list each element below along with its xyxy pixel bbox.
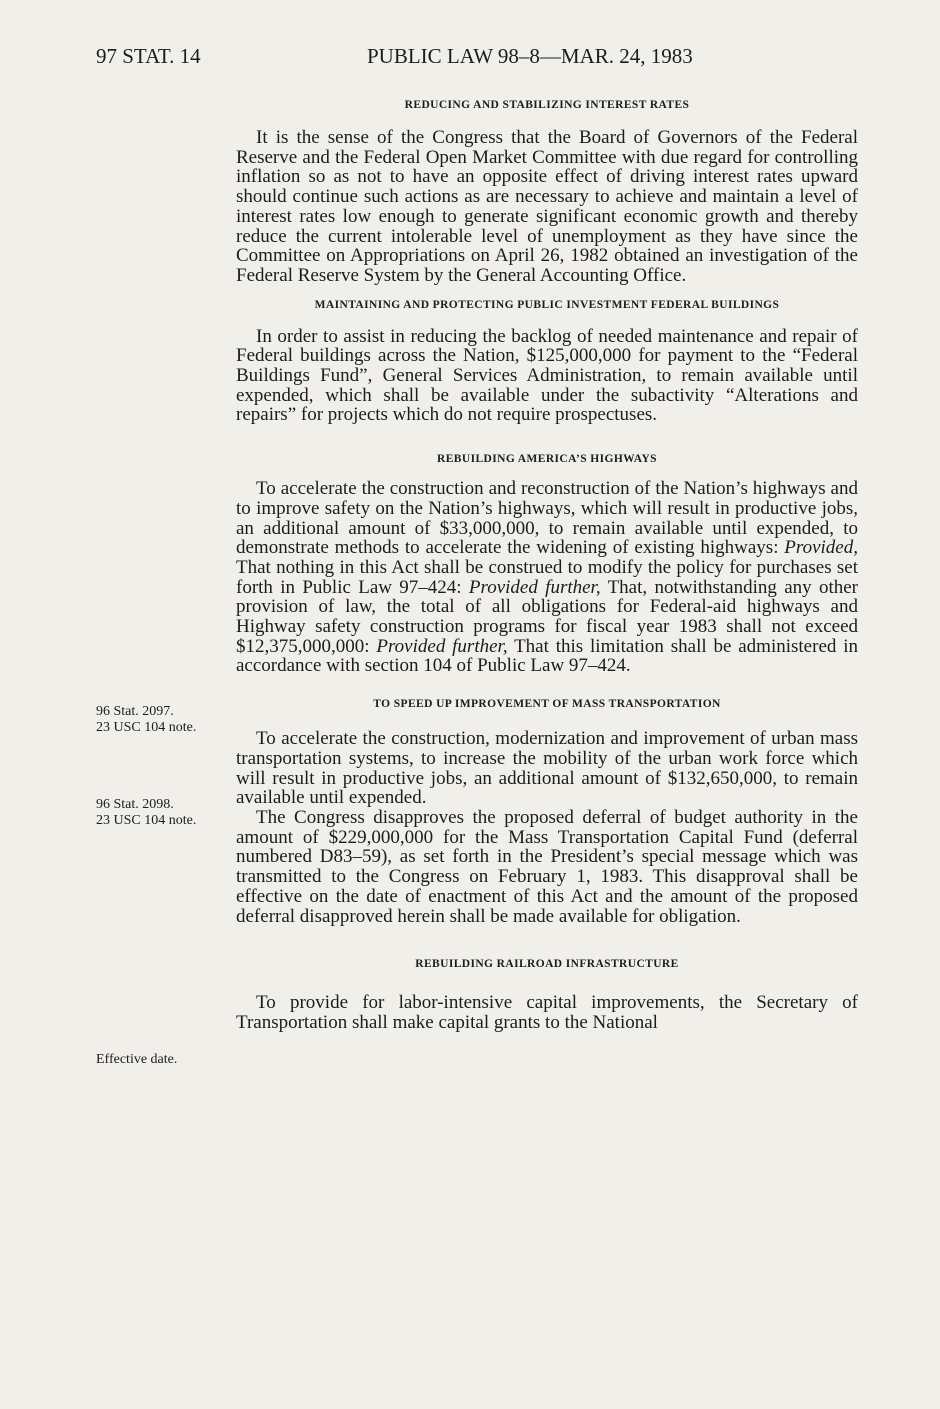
law-title: PUBLIC LAW 98–8—MAR. 24, 1983 [367, 44, 693, 68]
paragraph-interest-rates: It is the sense of the Congress that the Board of Governors of the Federal Reserve and the Federal Open Market Committee with due regard for controlling inflation so as not to have an opposite effect of driving interest rates upward should continue such actions as are necessary to achieve and maintain a level of interest rates low enough to generate significant economic growth and thereby reduce the current intolerable level of unemployment as they have since the Committee on Appropriations on April 26, 1982 obtained an investigation of the Federal Reserve System by the General Accounting Office. [236, 127, 858, 286]
section-heading-railroad: REBUILDING RAILROAD INFRASTRUCTURE [415, 958, 679, 971]
paragraph-deferral-disapproval: The Congress disapproves the proposed deferral of budget authority in the amount of $229,000,000 for the Mass Transportation Capital Fund (deferral numbered D83–59), as set forth in the President’s special message which was transmitted to the Congress on February 1, 1983. This disapproval shall be effective on the date of enactment of this Act and the amount of the proposed deferral disapproved herein shall be made available for obligation. [236, 806, 858, 927]
margin-note-effective-date [96, 1052, 231, 1068]
paragraph-highways [236, 479, 858, 676]
page-header [0, 44, 940, 76]
margin-note-line: 23 USC 104 note. [96, 720, 197, 735]
highways-text-3: That, notwithstanding any other provision of law, the total of all obligations for Federal-aid highways and Highway safety construction programs for fiscal year 1983 shall not exceed $12,375,000,000: [236, 576, 859, 657]
body-column [236, 95, 858, 1033]
section-heading-highways: REBUILDING AMERICA’S HIGHWAYS [437, 453, 657, 466]
paragraph-mass-transportation: To accelerate the construction, modernization and improvement of urban mass transportation systems, to increase the mobility of the urban work force which will result in productive jobs, an additional amount of $132,650,000, to remain available until expended. [236, 728, 858, 809]
highways-proviso-2: Provided further, [468, 576, 601, 598]
margin-note-stat-2097 [96, 704, 231, 736]
highways-proviso-3: Provided further, [376, 635, 508, 657]
highways-text-1: To accelerate the construction and reconstruction of the Nation’s highways and to improve safety on the Nation’s highways, which will result in productive jobs, an additional amount of $33,000,000, to remain available until expended, to demonstrate methods to accelerate the widening of existing highways: [236, 478, 858, 559]
margin-note-line: 96 Stat. 2097. [96, 704, 174, 719]
highways-text-2: That nothing in this Act shall be construed to modify the policy for purchases set forth in Public Law 97–424: [236, 556, 858, 598]
margin-note-line: Effective date. [96, 1052, 178, 1067]
section-heading-federal-buildings: MAINTAINING AND PROTECTING PUBLIC INVESTMENT FEDERAL BUILDINGS [314, 298, 780, 311]
paragraph-railroad: To provide for labor-intensive capital improvements, the Secretary of Transportation shall make capital grants to the National [236, 992, 858, 1033]
section-heading-mass-transportation: TO SPEED UP IMPROVEMENT OF MASS TRANSPORTATION [373, 698, 721, 711]
highways-text-4: That this limitation shall be administered in accordance with section 104 of Public Law 97–424. [236, 635, 858, 677]
stat-citation: 97 STAT. 14 [96, 44, 201, 68]
margin-note-stat-2098 [96, 797, 231, 829]
paragraph-federal-buildings: In order to assist in reducing the backlog of needed maintenance and repair of Federal buildings across the Nation, $125,000,000 for payment to the “Federal Buildings Fund”, General Services Administration, to remain available until expended, which shall be available under the subactivity “Alterations and repairs” for projects which do not require prospectuses. [236, 325, 858, 426]
margin-note-line: 96 Stat. 2098. [96, 797, 174, 812]
highways-proviso-1: Provided, [784, 537, 858, 559]
section-heading-interest-rates: REDUCING AND STABILIZING INTEREST RATES [404, 99, 690, 111]
margin-note-line: 23 USC 104 note. [96, 813, 197, 828]
